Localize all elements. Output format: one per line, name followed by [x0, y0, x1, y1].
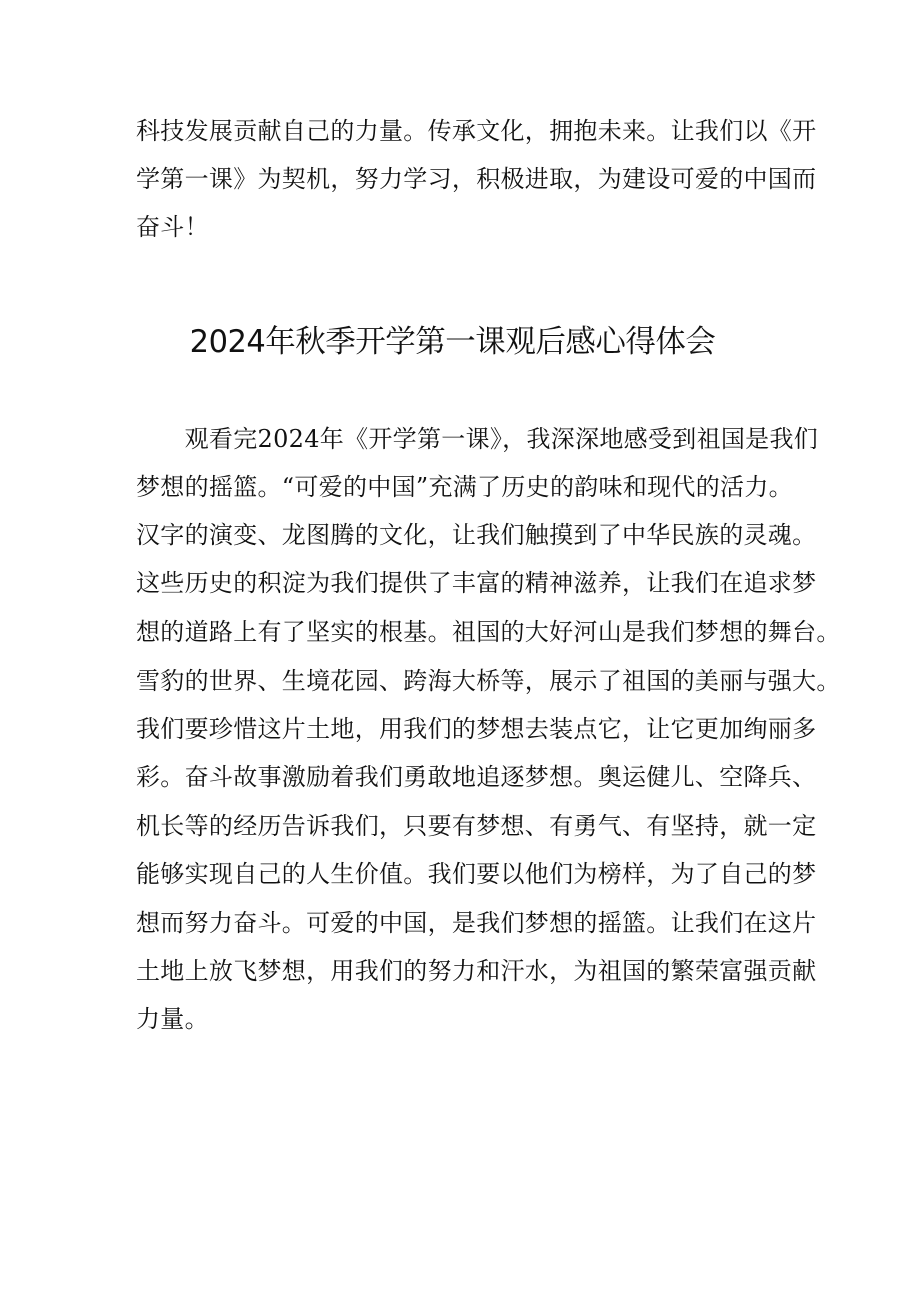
article-body-line: 土地上放飞梦想，用我们的努力和汗水，为祖国的繁荣富强贡献 — [136, 957, 817, 985]
article-body-line: 彩。奋斗故事激励着我们勇敢地追逐梦想。奥运健儿、空降兵、 — [136, 763, 817, 791]
article-body-line: 力量。 — [136, 1005, 209, 1033]
previous-article-line: 科技发展贡献自己的力量。传承文化，拥抱未来。让我们以《开 — [136, 117, 817, 145]
article-body-line: 汉字的演变、龙图腾的文化，让我们触摸到了中华民族的灵魂。 — [136, 521, 817, 549]
article-body-line: 观看完2024年《开学第一课》，我深深地感受到祖国是我们 — [136, 425, 819, 453]
previous-article-line: 奋斗！ — [136, 213, 209, 241]
previous-article-line: 学第一课》为契机，努力学习，积极进取，为建设可爱的中国而 — [136, 165, 817, 193]
article-body-line: 这些历史的积淀为我们提供了丰富的精神滋养，让我们在追求梦 — [136, 569, 817, 597]
article-body-line: 我们要珍惜这片土地，用我们的梦想去装点它，让它更加绚丽多 — [136, 715, 817, 743]
article-body-line: 雪豹的世界、生境花园、跨海大桥等，展示了祖国的美丽与强大。 — [136, 667, 841, 695]
article-body-line: 想而努力奋斗。可爱的中国，是我们梦想的摇篮。让我们在这片 — [136, 909, 817, 937]
article-body-line: 梦想的摇篮。“可爱的中国”充满了历史的韵味和现代的活力。 — [136, 473, 793, 501]
article-body-line: 机长等的经历告诉我们，只要有梦想、有勇气、有坚持，就一定 — [136, 812, 817, 840]
article-title: 2024年秋季开学第一课观后感心得体会 — [189, 324, 716, 360]
article-body-line: 能够实现自己的人生价值。我们要以他们为榜样，为了自己的梦 — [136, 860, 817, 888]
article-body-line: 想的道路上有了坚实的根基。祖国的大好河山是我们梦想的舞台。 — [136, 618, 841, 646]
